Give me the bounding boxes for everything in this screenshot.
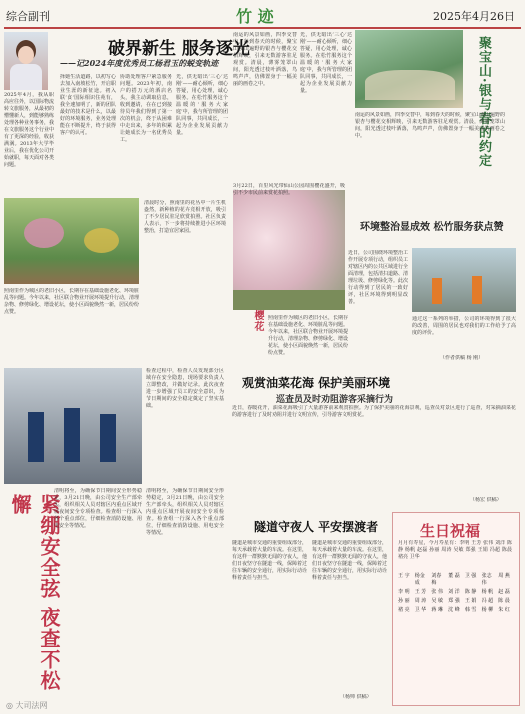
birthday-name: 陈 静 xyxy=(464,589,477,595)
story6-title: 隧道守夜人 平安摆渡者 xyxy=(254,520,379,534)
birthday-name: 王 娟 xyxy=(464,598,477,604)
photo-caption: 3月22日，百里风光带仙山公园周围樱花盛开，吸引不少市民前来赏花拍照。 xyxy=(233,183,345,196)
birthday-names xyxy=(398,572,512,613)
story1-col5: 光，供无暗出‘三心‘达刚’——耐心倾听，细心答疑，用心处理，诚心服务。在松竹服务这个温暖的‘服务大家庭’中，我与所管理的团队同事，共同成长，一起为企业发展贡献力量。 xyxy=(300,32,352,94)
story2-text2: 清晨时分，照南里的花丛中一片生机盎然，新种植的花卉竞相开放，吸引了不少居民驻足欣赏拍照。社区负责人表示，下一步将持续推进小区环境整治，打造宜居家园。 xyxy=(144,200,226,234)
birthday-name: 周 燕 xyxy=(498,573,510,579)
birthday-name: 周 涛 xyxy=(414,598,427,604)
birthday-name: 卫 强 xyxy=(464,573,477,579)
header-rule xyxy=(4,27,521,29)
story3-title: 环境整治显成效 松竹服务获点赞 xyxy=(360,222,504,233)
story3-author: （作者供稿 杨 刚） xyxy=(440,355,484,361)
story4-author: （杨宏 供稿） xyxy=(470,497,502,503)
birthday-name: 张志伟 xyxy=(481,573,492,586)
story6-author: （杨帅 供稿） xyxy=(340,694,372,700)
story4-text: 近日，春暖花开，油菜花海吸引了大量游客前来观赏拍照。为了保护美丽的花海景观，巡查员对景区进行了巡查，对采摘油菜花的游客进行了及时劝阻并进行文明宣传，引导游客文明赏花。 xyxy=(232,405,516,418)
birthday-name: 刘 洋 xyxy=(448,589,460,595)
story4-subtitle: 巡查员及时劝阻游客采摘行为 xyxy=(276,395,394,405)
birthday-name: 张 伟 xyxy=(431,589,444,595)
story5-text1: 清明将至，为确保节日期间安全形势稳定，3月21日晚，由公司安全生产部牵头，组织相关人员对辖区内重点区域开展夜间安全专项检查。检查组一行深入各个重点部位，仔细检查消防设施、用电安全等情况。 xyxy=(54,488,142,529)
birthday-name: 陈 晨 xyxy=(498,598,510,604)
birthday-name: 刘春梅 xyxy=(431,573,442,586)
section-name: 综合副刊 xyxy=(6,10,50,23)
birthday-name: 郑 强 xyxy=(448,598,460,604)
story1-col2: 择她生活道路，以初写心去加入南坡松竹，开启职业生涯的新征途。初入联‘食‘国际相识住苑有，我全速加明了，新的团队最好的技术是什么，以最好的环境服务，业务处理能在不断提升，终于获得客户的认可。 xyxy=(60,74,116,136)
story5-text3: 清明将至，为确保节日期间安全形势稳定，3月21日晚，由公司安全生产部牵头，组织相关人员对辖区内重点区域开展夜间安全专项检查。检查组一行深入各个重点部位，仔细检查消防设施、用电安全等情况。 xyxy=(146,488,224,536)
watermark: ◎ 大司法网 xyxy=(6,701,48,710)
story4-title: 观赏油菜花海 保护美丽环境 xyxy=(242,376,391,390)
poem-vertical-title: 聚宝山·银与春的约定 xyxy=(476,36,491,168)
birthday-name: 王 芳 xyxy=(414,589,427,595)
story5-text2: 检查过程中，检查人员发现部分区域存在安全隐患，现场要求负责人立即整改，并做好记录。此次夜查进一步增强了员工的安全意识，为节日期间的安全稳定奠定了坚实基础。 xyxy=(146,368,224,409)
poem-text: 南运的风景如画，四季交替中，每到春天的时候，聚宝山漫山遍野的银杏与樱花交相辉映，引来无数游客驻足观赏。清晨，薄雾笼罩山间，阳光透过枝叶洒落，鸟鸣声声，仿佛置身于一幅美丽的画卷之中。 xyxy=(233,32,297,87)
cleanup-photo xyxy=(412,248,516,312)
story2-text1: 照南里作为城区的老旧小区，长期存在基础设施老化、环境脏乱等问题。今年以来，社区联合物业开展环境提升行动，清理杂物、修剪绿化、增设花坛，使小区面貌焕然一新，居民纷纷点赞。 xyxy=(4,288,139,315)
birthday-name: 杨 柳 xyxy=(481,607,494,613)
poem-text-right: 南运的风景如画，四季交替中，每到春天的时候，聚宝山漫山遍野的银杏与樱花交相辉映，引来无数游客驻足观赏。清晨，薄雾笼罩山间，阳光透过枝叶洒落，鸟鸣声声，仿佛置身于一幅美丽的画卷之中。 xyxy=(355,112,505,139)
cherry-text: 照南里作为城区的老旧小区，长期存在基础设施老化、环境脏乱等问题。今年以来，社区联合物业开展环境提升行动，清理杂物、修剪绿化、增设花坛，使小区面貌焕然一新，居民纷纷点赞。 xyxy=(268,315,348,356)
story1-col4: 光，供无暗出‘三心‘达刚’——耐心倾听，细心答疑，用心处理，诚心服务。在松竹服务这个温暖的‘服务大家庭’中，我与所管理的团队同事，共同成长，一起为企业发展贡献力量。 xyxy=(176,74,228,136)
birthday-name: 杨金成 xyxy=(414,573,425,586)
story1-col3: 协助处理客户紧急服务问题。2023年初，南户的搭万元的酒店名头，我主动调取信息，收到邀请，在在已到接待员年我们得到了第一次的机会，终于从困难中走出来，多年的积累让她成长为一名优秀员工。 xyxy=(120,74,172,143)
birthday-name: 董 磊 xyxy=(448,573,460,579)
garden-photo xyxy=(4,198,139,284)
story6-text1: 隧道是城市交通的重要组成部分，每天承载着大量的车流。在这里，有这样一群默默无闻的守夜人，他们日夜坚守在隧道一线，保障着过往车辆的安全通行，用实际行动诠释着责任与担当。 xyxy=(232,540,307,581)
masthead: 竹 迹 xyxy=(236,7,274,26)
birthday-name: 卫 华 xyxy=(414,607,427,613)
birthday-name: 褚 亮 xyxy=(398,607,410,613)
inspection-photo xyxy=(4,368,142,484)
birthday-name: 王 宇 xyxy=(398,573,410,579)
page-header xyxy=(0,0,525,30)
story5-vertical-title: 紧绷安全弦 夜查不松懈 xyxy=(8,494,61,691)
story3-text: 近日，公司围绕环境整治工作开展专项行动，组织员工对辖区内的公共区域进行全面清理，包括清扫道路、清理垃圾、修剪绿化等。此次行动得到了居民的一致好评，社区环境得到明显改善。 xyxy=(348,250,408,305)
birthday-name: 孙 丽 xyxy=(398,598,410,604)
birthday-name: 吴 敏 xyxy=(431,598,444,604)
story1-subtitle: ——记2024年度优秀员工杨君玉的蜕变轨迹 xyxy=(60,58,219,68)
story3-text2: 通过这一系列的举措，公司的环境得到了很大的改善，周围的居民也对我们的工作给予了高度的评价。 xyxy=(412,316,516,336)
portrait-photo xyxy=(4,32,48,90)
cherry-badge: 樱花 xyxy=(252,310,263,332)
birthday-name: 李 明 xyxy=(398,589,410,595)
birthday-name: 朱 红 xyxy=(498,607,510,613)
birthday-title: 生日祝福 xyxy=(420,522,481,540)
birthday-name: 冯 超 xyxy=(481,598,494,604)
story1-col1: 2025年4月，我从职高应往外，以国际物流转文旅服务，从最初的懵懂新人，到能够熟练处理各种业务事务，我在文旅服务这个行业中有了更深的经验，收获满满。2013年大学毕业后，我在优化公司开始就职，每天面对各类问题。 xyxy=(4,92,54,168)
issue-date: 2025年4月26日 xyxy=(433,10,515,23)
birthday-name: 沈 峰 xyxy=(448,607,460,613)
birthday-name: 赵 磊 xyxy=(498,589,510,595)
mountain-photo xyxy=(355,30,463,108)
cherry-blossom-photo xyxy=(233,190,345,310)
birthday-name: 蒋 琳 xyxy=(431,607,444,613)
story6-text2: 隧道是城市交通的重要组成部分，每天承载着大量的车流。在这里，有这样一群默默无闻的守夜人，他们日夜坚守在隧道一线，保障着过往车辆的安全通行，用实际行动诠释着责任与担当。 xyxy=(312,540,387,581)
birthday-name: 韩 雪 xyxy=(464,607,477,613)
birthday-intro: 月月有寿星，今月寿星有：李明 王芳 张伟 刘洋 陈静 杨帆 赵磊 孙丽 周涛 吴敏 郑强 王娟 冯超 陈晨 褚亮 卫华 xyxy=(398,540,512,560)
birthday-name: 杨 帆 xyxy=(481,589,494,595)
story1-title: 破界新生 服务逐光 xyxy=(108,39,250,59)
